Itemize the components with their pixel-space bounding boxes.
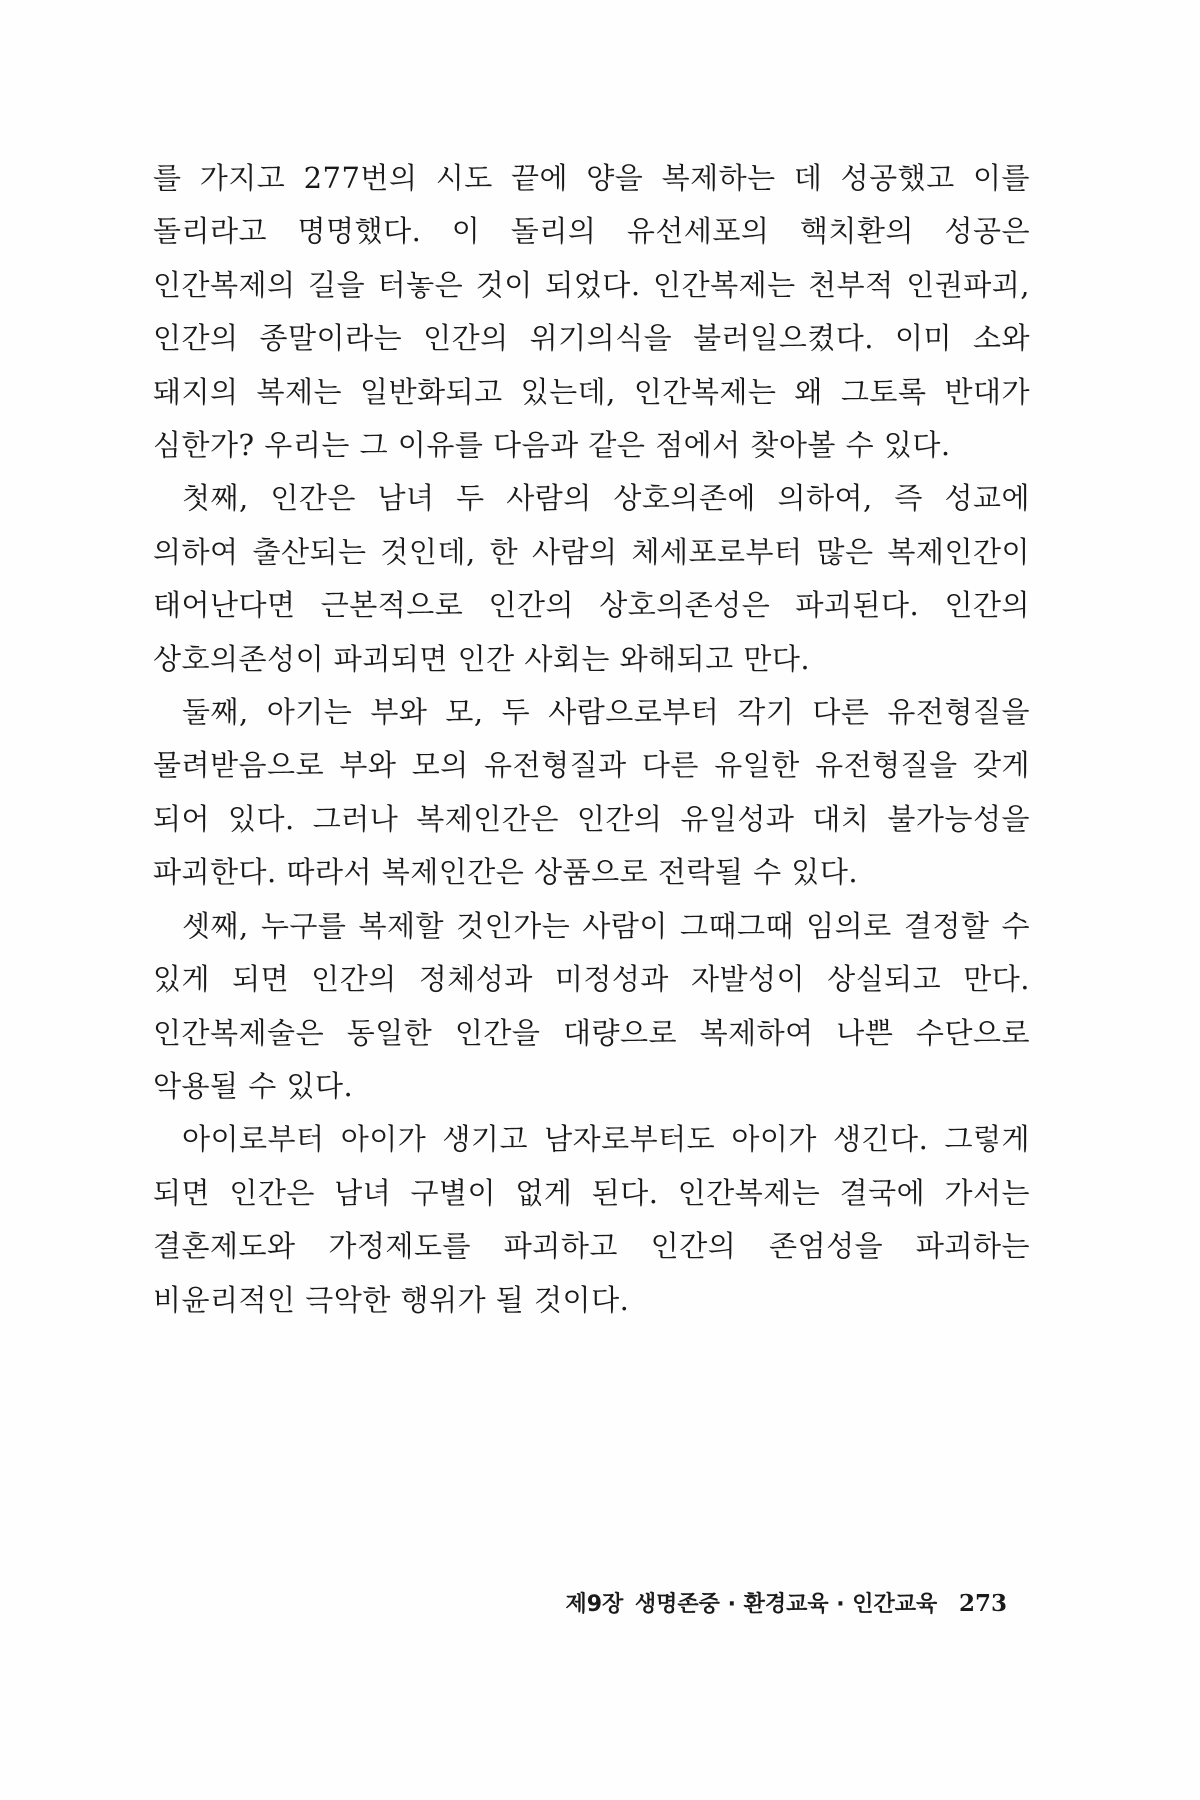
paragraph-first-reason: 첫째, 인간은 남녀 두 사람의 상호의존에 의하여, 즉 성교에 의하여 출산되는 것인데, 한 사람의 체세포로부터 많은 복제인간이 태어난다면 근본적으로 인간의 상호의존성은 파괴된다. 인간의 상호의존성이 파괴되면 인간 사회는 와해되고 만다. bbox=[153, 481, 1030, 676]
paragraph-third-reason: 셋째, 누구를 복제할 것인가는 사람이 그때그때 임의로 결정할 수 있게 되면 인간의 정체성과 미정성과 자발성이 상실되고 만다. 인간복제술은 동일한 인간을 대량으로 복제하여 나쁜 수단으로 악용될 수 있다. bbox=[153, 908, 1030, 1103]
footer-chapter: 제9장 bbox=[565, 1592, 624, 1617]
body-text bbox=[153, 152, 1030, 1327]
paragraph-continuation: 를 가지고 277번의 시도 끝에 양을 복제하는 데 성공했고 이를 돌리라고 명명했다. 이 돌리의 유선세포의 핵치환의 성공은 인간복제의 길을 터놓은 것이 되었다. 인간복제는 천부적 인권파괴, 인간의 종말이라는 인간의 위기의식을 불러일으켰다. 이미 소와 돼지의 복제는 일반화되고 있는데, 인간복제는 왜 그토록 반대가 심한가? 우리는 그 이유를 다음과 같은 점에서 찾아볼 수 있다. bbox=[153, 161, 1030, 463]
paragraph-second-reason: 둘째, 아기는 부와 모, 두 사람으로부터 각기 다른 유전형질을 물려받음으로 부와 모의 유전형질과 다른 유일한 유전형질을 갖게 되어 있다. 그러나 복제인간은 인간의 유일성과 대치 불가능성을 파괴한다. 따라서 복제인간은 상품으로 전락될 수 있다. bbox=[153, 695, 1030, 890]
page-number: 273 bbox=[958, 1590, 1007, 1617]
running-footer bbox=[565, 1587, 1007, 1618]
paragraph-conclusion: 아이로부터 아이가 생기고 남자로부터도 아이가 생긴다. 그렇게 되면 인간은 남녀 구별이 없게 된다. 인간복제는 결국에 가서는 결혼제도와 가정제도를 파괴하고 인간의 존엄성을 파괴하는 비윤리적인 극악한 행위가 될 것이다. bbox=[153, 1122, 1030, 1317]
footer-chapter-title: 생명존중 · 환경교육 · 인간교육 bbox=[634, 1592, 938, 1617]
